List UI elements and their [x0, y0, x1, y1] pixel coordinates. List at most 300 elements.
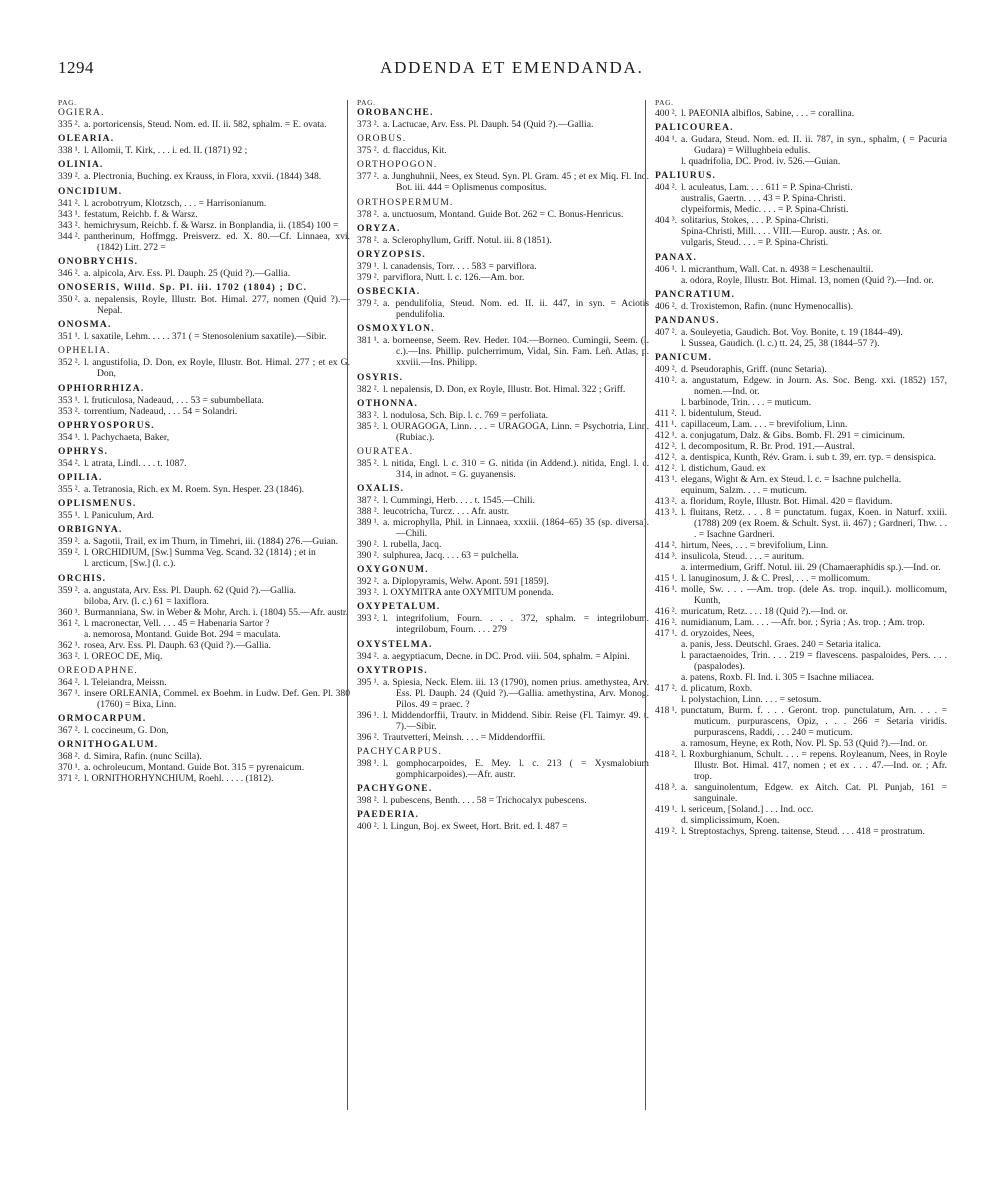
entry-text: l. distichum, Gaud. ex	[681, 463, 766, 475]
page-ref: 404 ³.	[655, 215, 678, 227]
page-ref: 360 ¹.	[58, 606, 81, 618]
column-3	[655, 98, 947, 1138]
entry	[655, 452, 947, 463]
page-ref: 393 ².	[357, 613, 380, 625]
entry-text: l. OURAGOGA, Linn. . . . = URAGOGA, Linn. = Psychotria, Linn. (Rubiac.).	[383, 420, 649, 443]
genus-heading: PANCRATIUM.	[655, 289, 736, 300]
entry-text: solitarius, Stokes, . . . P. Spina-Christi.	[681, 215, 829, 227]
entry	[655, 441, 947, 452]
page-ref	[655, 226, 681, 237]
entry-text: a. Diplopyramis, Welw. Apont. 591 [1859].	[383, 576, 549, 588]
column-1	[58, 98, 350, 1138]
entry	[357, 458, 649, 480]
page-ref: 338 ¹.	[58, 145, 81, 157]
entry-text: a. alpicola, Arv. Ess. Pl. Dauph. 25 (Quid ?).—Gallia.	[84, 267, 291, 279]
genus-heading: OPHRYOSPORUS.	[58, 420, 155, 431]
genus-heading: ORYZOPSIS.	[357, 249, 426, 260]
genus-heading: OPILIA.	[58, 473, 103, 484]
page-ref: 364 ².	[58, 676, 81, 688]
entry	[655, 617, 947, 628]
genus-block	[58, 740, 350, 784]
entry-text: a. angustata, Arv. Ess. Pl. Dauph. 62 (Quid ?).—Gallia.	[84, 584, 296, 596]
page-ref	[655, 738, 681, 749]
genus-block	[655, 253, 947, 286]
entry-text: l. barbinode, Trin. . . . = muticum.	[681, 397, 812, 409]
page-ref: 355 ².	[58, 484, 81, 496]
page-ref	[655, 397, 681, 408]
genus-block	[357, 447, 649, 480]
page-ref: 406 ².	[655, 300, 678, 312]
page-ref: 352 ².	[58, 357, 81, 369]
entry	[357, 261, 649, 272]
entry	[655, 375, 947, 397]
entry	[58, 773, 350, 784]
entry	[58, 119, 350, 130]
genus-block	[357, 565, 649, 598]
page-ref	[655, 204, 681, 215]
entry-text: a. Junghuhnii, Nees, ex Steud. Syn. Pl. Gram. 45 ; et ex Miq. Fl. Ind. Bot. iii. 444 = Oplismenus compositus.	[383, 171, 649, 194]
page-ref	[58, 596, 84, 607]
entry-text: a. microphylla, Phil. in Linnaea, xxxiii. (1864–65) 35 (sp. diversa).—Chili.	[383, 517, 649, 540]
genus-heading: OPHRYS.	[58, 446, 109, 457]
entry	[58, 209, 350, 220]
entry-text: l. gomphocarpoides, E. Mey. l. c. 213 ( = Xysmalobium gomphicarpoides).—Afr. austr.	[383, 758, 649, 780]
entry-text: insulicola, Steud. . . . = auritum.	[681, 551, 805, 563]
entry-text: l. Middendorffii, Trautv. in Middend. Sibir. Reise (Fl. Taimyr. 49. t. 7).—Sibir.	[383, 709, 649, 732]
entry	[58, 145, 350, 156]
genus-heading: OROBUS.	[357, 134, 407, 145]
running-title: ADDENDA ET EMENDANDA.	[380, 58, 644, 77]
entry	[655, 694, 947, 705]
entry	[655, 782, 947, 804]
entry	[655, 485, 947, 496]
genus-heading: ORBIGNYA.	[58, 525, 123, 536]
entry-text: l. sericeum, [Soland.] . . . Ind. occ.	[681, 804, 814, 816]
entry	[655, 338, 947, 349]
genus-block	[655, 171, 947, 248]
entry	[655, 226, 947, 237]
page-ref: 382 ².	[357, 383, 380, 395]
column-2	[357, 98, 649, 1138]
entry-text: l. Sussea, Gaudich. (l. c.) tt. 24, 25, 38 (1844–57 ?).	[681, 337, 880, 349]
entry	[58, 762, 350, 773]
entry	[58, 432, 350, 443]
genus-heading: OLINIA.	[58, 160, 104, 171]
entry-text: l. decompositum, R. Br. Prod. 191.—Austral.	[681, 441, 855, 453]
genus-block	[357, 198, 649, 220]
genus-heading: PALICOUREA.	[655, 123, 734, 134]
page-ref: 416 ².	[655, 617, 678, 629]
page-ref	[655, 650, 681, 672]
entry	[655, 204, 947, 215]
page-ref: 406 ¹.	[655, 263, 678, 275]
entry-text: a. portoricensis, Steud. Nom. ed. II. ii. 582, sphalm. = E. ovata.	[84, 119, 327, 130]
entry	[357, 335, 649, 368]
page-ref	[58, 558, 84, 569]
genus-heading: PAEDERIA.	[357, 810, 420, 821]
genus-block	[58, 473, 350, 495]
genus-heading: ONCIDIUM.	[58, 186, 123, 197]
entry-text: australis, Gaertn. . . . 43 = P. Spina-Christi.	[681, 193, 846, 205]
entry	[655, 496, 947, 507]
genus-heading: ORYZA.	[357, 223, 401, 234]
page-ref: 418 ².	[655, 749, 678, 761]
page-ref	[655, 562, 681, 573]
entry	[58, 585, 350, 596]
page-ref: 395 ¹.	[357, 676, 380, 688]
entry-text: a. Gudara, Steud. Nom. ed. II. ii. 787, in syn., sphalm, ( = Pacuria Gudara) = Willughbeia edulis.	[681, 134, 947, 157]
entry-text: l. Pachychaeta, Baker,	[84, 431, 170, 443]
entry-text: l. Roxburghianum, Schult. . . . = repens. Royleanum, Nees, in Royle Illustr. Bot. Himal. 417, nomen ; et ex . . . 47.—Ind. or. ; Afr. trop.	[681, 749, 947, 783]
entry	[655, 327, 947, 338]
genus-heading: OLEARIA.	[58, 134, 115, 145]
entry-text: a. intermedium, Griff. Notul. iii. 29 (Chamaeraphidis sp.).—Ind. or.	[681, 562, 941, 574]
page-ref: 413 ².	[655, 496, 678, 508]
genus-heading: ORCHIS.	[58, 573, 107, 584]
entry	[58, 357, 350, 379]
entry	[655, 749, 947, 782]
genus-block	[357, 399, 649, 443]
entry	[58, 725, 350, 736]
page-ref: 377 ².	[357, 171, 380, 183]
entry-text: torrentium, Nadeaud, . . . 54 = Solandri.	[84, 405, 238, 417]
pag-label: PAG.	[655, 98, 674, 107]
genus-heading: OXALIS.	[357, 484, 405, 495]
page-ref: 354 ².	[58, 457, 81, 469]
entry-text: l. nitida, Engl. l. c. 310 = G. nitida (in Addend.). nitida, Engl. l. c. 314, in adnot. = G. guyanensis.	[383, 457, 649, 480]
entry	[357, 384, 649, 395]
page-ref: 412 ².	[655, 452, 678, 464]
entry-text: a. sanguinolentum, Edgew. ex Aitch. Cat. Pl. Punjab, 161 = sanguinale.	[681, 782, 947, 805]
pag-label: PAG.	[58, 98, 77, 107]
page-ref: 419 ¹.	[655, 804, 678, 816]
entry	[655, 639, 947, 650]
page-ref: 390 ².	[357, 539, 380, 551]
entry	[655, 815, 947, 826]
genus-block	[357, 160, 649, 193]
entry-text: l. atrata, Lindl. . . . t. 1087.	[84, 457, 187, 469]
page-ref: 404 ¹.	[655, 134, 678, 146]
page-ref: 411 ¹.	[655, 419, 677, 431]
genus-block	[58, 666, 350, 710]
entry	[655, 108, 947, 119]
page-ref	[655, 815, 681, 826]
genus-block	[655, 316, 947, 349]
entry-text: l. coccineum, G. Don,	[84, 725, 169, 736]
page-ref	[655, 694, 681, 705]
page-ref: 353 ².	[58, 405, 81, 417]
page-ref: 367 ¹.	[58, 687, 81, 699]
entry	[58, 294, 350, 316]
page-ref: 414 ².	[655, 540, 678, 552]
entry-text: l. micranthum, Wall. Cat. n. 4938 = Leschenaultii.	[681, 263, 874, 275]
entry-text: punctatum, Burm. f. . . . Geront. trop. punctulatum, Arn. . . . = muticum. purpurascens, Opiz, . . . 266 = Setaria viridis. purpurascens, Raddi, . . . 240 = muticum.	[681, 705, 947, 739]
genus-heading: OPLISMENUS.	[58, 499, 137, 510]
page-ref: 359 ².	[58, 536, 81, 548]
entry-text: hirtum, Nees, . . . = brevifolium, Linn.	[681, 540, 829, 552]
entry	[655, 182, 947, 193]
genus-block	[58, 108, 350, 130]
page-ref	[58, 629, 84, 640]
entry-text: l. macronectar, Vell. . . . 45 = Habenaria Sartor ?	[84, 617, 270, 629]
entry	[655, 705, 947, 738]
entry-text: a. borneense, Seem. Rev. Heder. 104.—Borneo. Cumingii, Seem. (l. c.).—Ins. Phillip. pulcherrimum, Vidal, Sin. Fam. Leñ. Atlas, p. xxviii.—Ins. Philipp.	[383, 335, 649, 369]
entry-text: a. nemorosa, Montand. Guide Bot. 294 = maculata.	[84, 628, 281, 640]
entry-text: molle, Sw. . . . —Am. trop. (dele As. trop. inquil.). mollicomum, Kunth,	[681, 584, 947, 607]
genus-heading: ORTHOSPERMUM.	[357, 197, 454, 208]
entry	[58, 607, 350, 618]
entry	[655, 584, 947, 606]
genus-block	[357, 250, 649, 283]
entry-text: d. Simira, Rafin. (nunc Scilla).	[84, 751, 202, 763]
page-ref: 413 ³.	[655, 507, 678, 519]
page-ref: 393 ².	[357, 587, 380, 599]
genus-block	[58, 499, 350, 521]
page-ref: 396 ¹.	[357, 709, 380, 721]
entry-text: d. simplicissimum, Koen.	[681, 815, 780, 827]
genus-block	[58, 320, 350, 342]
entry-text: l. saxatile, Lehm. . . . . 371 ( = Stenosolenium saxatile).—Sibir.	[84, 331, 327, 343]
page-ref: 389 ¹.	[357, 517, 380, 529]
entry-text: l. fruticulosa, Nadeaud, . . . 53 = subumbellata.	[84, 394, 264, 406]
entry-text: l. Lingun, Boj. ex Sweet, Hort. Brit. ed. I. 487 =	[383, 821, 568, 833]
page-ref: 359 ².	[58, 584, 81, 596]
entry	[655, 474, 947, 485]
page-ref: 398 ².	[357, 795, 380, 807]
entry	[357, 821, 649, 832]
genus-block	[58, 384, 350, 417]
entry	[357, 517, 649, 539]
genus-block	[58, 283, 350, 316]
entry-text: a. patens, Roxb. Fl. Ind. i. 305 = Isachne miliacea.	[681, 672, 874, 684]
genus-block	[357, 373, 649, 395]
page-ref: 385 ².	[357, 420, 380, 432]
entry	[58, 510, 350, 521]
entry	[58, 640, 350, 651]
entry	[357, 795, 649, 806]
entry-text: a. nepalensis, Royle, Illustr. Bot. Himal. 277, nomen (Quid ?).—Nepal.	[84, 293, 350, 316]
page-ref: 379 ¹.	[357, 260, 380, 272]
page-ref: 418 ¹.	[655, 705, 678, 717]
entry-text: l. Streptostachys, Spreng. taitense, Steud. . . . 418 = prostratum.	[681, 826, 925, 838]
genus-heading: OXYSTELMA.	[357, 639, 433, 650]
entry-text: l. nodulosa, Sch. Bip. l. c. 769 = perfoliata.	[383, 409, 549, 421]
page-ref: 418 ³.	[655, 782, 678, 794]
entry-text: numidianum, Lam. . . . —Afr. bor. ; Syria ; As. trop. ; Am. trop.	[681, 617, 925, 629]
entry-text: l. Cummingi, Herb. . . . t. 1545.—Chili.	[383, 495, 535, 507]
page-ref: 396 ².	[357, 731, 380, 743]
page-ref: 368 ².	[58, 751, 81, 763]
entry	[655, 301, 947, 312]
page-ref: 343 ².	[58, 219, 81, 231]
page-ref: 370 ¹.	[58, 762, 81, 774]
page-ref: 394 ².	[357, 650, 380, 662]
entry	[655, 134, 947, 156]
entry	[58, 558, 350, 569]
genus-heading: OTHONNA.	[357, 398, 419, 409]
page-ref	[655, 156, 681, 167]
entry-text: a. Plectronia, Buching. ex Krauss, in Flora, xxvii. (1844) 348.	[84, 171, 322, 183]
genus-block	[58, 346, 350, 379]
entry-text: d. plicatum, Roxb.	[681, 683, 753, 695]
genus-heading: ORMOCARPUM.	[58, 714, 147, 724]
genus-block	[357, 484, 649, 561]
entry-text: a. Sagotii, Trail, ex im Thurn, in Timehri, iii. (1884) 276.—Guian.	[84, 536, 339, 548]
page-ref: 381 ¹.	[357, 335, 380, 347]
genus-block	[655, 290, 947, 312]
page-ref: 350 ².	[58, 293, 81, 305]
entry	[357, 119, 649, 130]
entry	[58, 171, 350, 182]
page-ref: 379 ².	[357, 271, 380, 283]
entry-text: l. fluitans, Retz. . . . 8 = punctatum. fugax, Koen. in Naturf. xxiii. (1788) 209 (ex Roem. & Schult. Syst. ii. 467) ; Gardneri, Thw. . . . = Isachne Gardneri.	[681, 507, 947, 541]
entry	[655, 156, 947, 167]
entry	[58, 677, 350, 688]
genus-heading: ONOSMA.	[58, 320, 112, 331]
entry-text: a. Spiesia, Neck. Elem. iii. 13 (1790), nomen prius. amethystea, Arv. Ess. Pl. Dauph. 24 (Quid ?).—Gallia. amethystina, Arv. Monog. Pilos. 49 = praec. ?	[383, 676, 649, 710]
genus-heading: ORTHOPOGON.	[357, 160, 438, 171]
genus-block	[357, 224, 649, 246]
page-ref: 355 ¹.	[58, 510, 81, 522]
entry	[58, 751, 350, 762]
entry	[58, 484, 350, 495]
page-ref	[655, 193, 681, 204]
entry-text: l. lanuginosum, J. & C. Presl, . . . = mollicomum.	[681, 573, 871, 585]
entry-text: a. ochroleucum, Montand. Guide Bot. 315 = pyrenaicum.	[84, 762, 305, 774]
entry-text: a. panis, Jess. Deutschl. Graes. 240 = Setaria italica.	[681, 639, 881, 651]
page-ref	[655, 237, 681, 248]
page-ref: 404 ².	[655, 182, 678, 194]
entry	[655, 573, 947, 584]
page-ref: 362 ¹.	[58, 639, 81, 651]
page-header	[0, 52, 1000, 92]
entry-text: pantherinum, Hoffmgg. Preisverz. ed. X. 80.—Cf. Linnaea, xvi. (1842) Litt. 272 =	[84, 230, 350, 253]
entry-text: l. angustifolia, D. Don, ex Royle, Illustr. Bot. Himal. 277 ; et ex G. Don,	[84, 357, 350, 380]
entry-text: a. unctuosum, Montand. Guide Bot. 262 = C. Bonus-Henricus.	[383, 208, 624, 220]
entry-text: d. flaccidus, Kit.	[383, 145, 447, 157]
genus-heading: OPHIORRHIZA.	[58, 383, 145, 394]
genus-block	[655, 108, 947, 119]
entry-text: l. canadensis, Torr. . . . 583 = parviflora.	[383, 260, 537, 272]
entry-text: l. integrifolium, Fourn. . . . 372, sphalm. = integrilobum. integrilobum, Fourn. . . . 279	[383, 613, 649, 636]
genus-heading: OXYGONUM.	[357, 565, 429, 576]
entry	[58, 596, 350, 607]
entry-text: l. PAEONIA albiflos, Sabine, . . . = corallina.	[681, 108, 855, 119]
genus-block	[58, 447, 350, 469]
page-ref: 392 ².	[357, 576, 380, 588]
genus-heading: OURATEA.	[357, 446, 414, 457]
entry	[357, 710, 649, 732]
entry	[655, 408, 947, 419]
entry-text: l. Paniculum, Ard.	[84, 510, 155, 522]
page-ref: 375 ².	[357, 145, 380, 157]
entry	[655, 215, 947, 226]
entry	[58, 231, 350, 253]
entry	[655, 606, 947, 617]
genus-heading: OSBECKIA.	[357, 287, 421, 298]
page-ref: 343 ¹.	[58, 208, 81, 220]
entry	[655, 650, 947, 672]
genus-block	[357, 602, 649, 635]
entry	[655, 463, 947, 474]
entry	[58, 406, 350, 417]
entry	[58, 688, 350, 710]
entry	[655, 804, 947, 815]
genus-block	[58, 257, 350, 279]
entry	[357, 235, 649, 246]
genus-heading: PALIURUS.	[655, 171, 717, 182]
page-ref: 412 ¹.	[655, 430, 678, 442]
page-ref: 359 ².	[58, 547, 81, 559]
entry-text: l. ORCHIDIUM, [Sw.] Summa Veg. Scand. 32 (1814) ; et in	[84, 547, 316, 559]
entry-text: hemichrysum, Reichb. f. & Warsz. in Bonplandia, ii. (1854) 100 =	[84, 219, 339, 231]
entry-text: clypeiformis, Medic. . . . = P. Spina-Christi.	[681, 204, 849, 216]
page-ref: 339 ².	[58, 171, 81, 183]
entry	[655, 551, 947, 562]
entry-text: a. Sclerophyllum, Griff. Notul. iii. 8 (1851).	[383, 234, 552, 246]
page-ref: 400 ².	[655, 108, 678, 119]
entry	[655, 672, 947, 683]
page-ref: 346 ².	[58, 267, 81, 279]
entry	[357, 410, 649, 421]
genus-block	[357, 640, 649, 662]
entry-text: Burmanniana, Sw. in Weber & Mohr, Arch. i. (1804) 55.—Afr. austr.	[84, 606, 348, 618]
entry	[655, 275, 947, 286]
entry	[655, 562, 947, 573]
entry	[655, 397, 947, 408]
entry	[655, 540, 947, 551]
page-ref	[655, 639, 681, 650]
entry-text: a. Tetranosia, Rich. ex M. Roem. Syn. Hesper. 23 (1846).	[84, 484, 305, 496]
page-ref: 344 ².	[58, 230, 81, 242]
page-ref	[655, 672, 681, 683]
page-ref: 388 ².	[357, 506, 380, 518]
genus-block	[357, 287, 649, 320]
entry-text: elegans, Wight & Arn. ex Steud. l. c. = Isachne pulchella.	[681, 474, 902, 486]
page-ref: 390 ².	[357, 550, 380, 562]
entry	[58, 536, 350, 547]
entry-text: Trautvetteri, Meinsh. . . . = Middendorffii.	[383, 731, 546, 743]
entry-text: a. pendulifolia, Steud. Nom. ed. II. ii. 447, in syn. = Aciotis pendulifolia.	[383, 298, 649, 321]
entry	[655, 826, 947, 837]
genus-block	[58, 574, 350, 662]
entry	[357, 506, 649, 517]
genus-heading: ORNITHOGALUM.	[58, 740, 159, 751]
page-ref: 416 ¹.	[655, 584, 678, 596]
entry	[58, 395, 350, 406]
page-ref: 411 ².	[655, 408, 677, 420]
column-divider	[645, 100, 646, 1110]
genus-block	[357, 666, 649, 743]
genus-block	[357, 324, 649, 368]
genus-block	[655, 123, 947, 167]
page-ref: 354 ¹.	[58, 431, 81, 443]
entry	[655, 683, 947, 694]
page-ref: 414 ³.	[655, 551, 678, 563]
entry-text: a. ramosum, Heyne, ex Roth, Nov. Pl. Sp. 53 (Quid ?).—Ind. or.	[681, 738, 928, 750]
entry-text: l. aculeatus, Lam. . . . 611 = P. Spina-Christi.	[681, 182, 853, 194]
entry	[655, 738, 947, 749]
genus-block	[58, 160, 350, 182]
genus-heading: PACHYGONE.	[357, 784, 433, 795]
entry	[58, 629, 350, 640]
page-ref: 371 ².	[58, 773, 81, 785]
entry-text: a. Lactucae, Arv. Ess. Pl. Dauph. 54 (Quid ?).—Gallia.	[383, 119, 594, 130]
page-ref	[655, 275, 681, 286]
entry-text: d. Troxistemon, Rafin. (nunc Hymenocallis).	[681, 300, 854, 312]
entry	[357, 651, 649, 662]
genus-block	[357, 784, 649, 806]
